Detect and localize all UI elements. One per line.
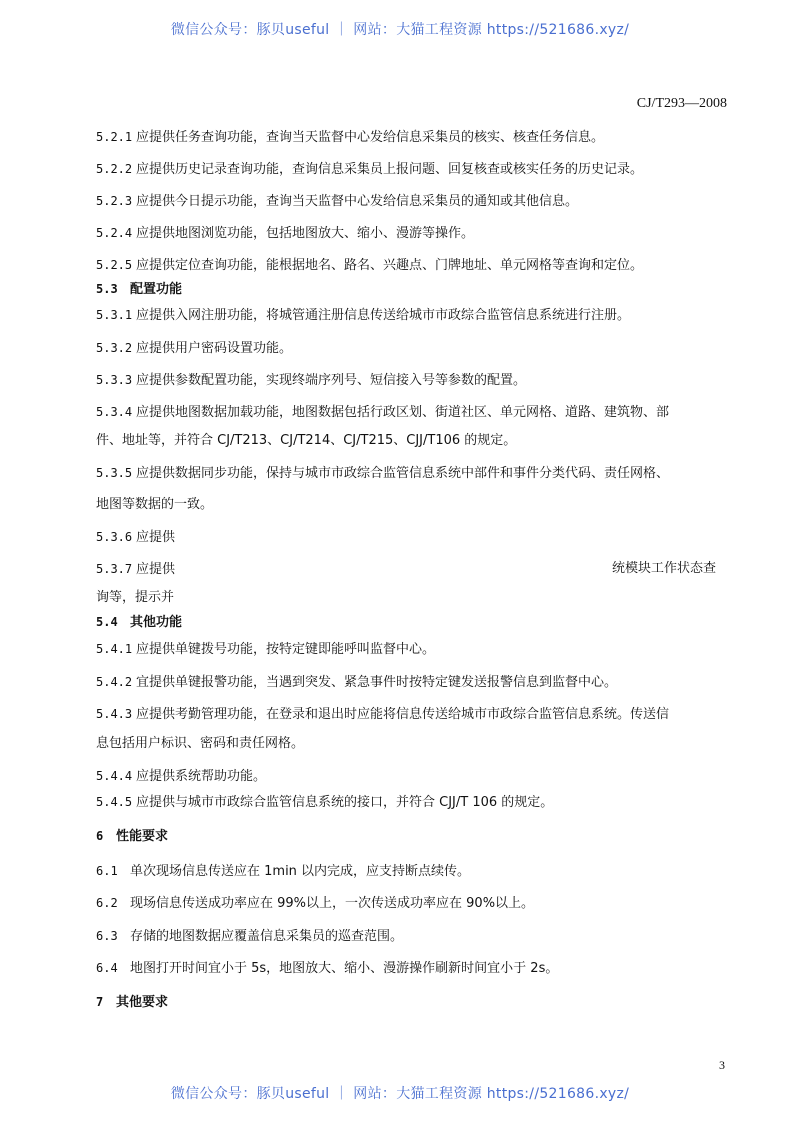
clause-5-3-4 — [96, 403, 726, 422]
clause-5-3-1 — [96, 306, 726, 325]
clause-5-3-7 — [96, 560, 726, 579]
page-number: 3 — [719, 1058, 725, 1072]
section-number: 5.3 — [96, 282, 118, 296]
watermark-top: 微信公众号：豚贝useful ｜ 网站：大猫工程资源 https://521686.xyz/ — [170, 22, 630, 38]
clause-number: 6.1 — [96, 864, 118, 878]
clause-text: 应提供 — [136, 530, 176, 545]
clause-number: 5.2.2 — [96, 162, 133, 176]
clause-5-4-2 — [96, 673, 726, 692]
clause-text: 应提供 — [136, 562, 176, 577]
clause-5-3-2 — [96, 339, 726, 358]
clause-text-continued: 件、地址等，并符合 CJ/T213、CJ/T214、CJ/T215、CJJ/T106 的规定。 — [96, 433, 517, 448]
standard-id: CJ/T293—2008 — [636, 96, 727, 111]
clause-text: 应提供考勤管理功能，在登录和退出时应能将信息传送给城市市政综合监管信息系统。传送信 — [136, 707, 670, 722]
clause-5-4-4 — [96, 767, 726, 786]
clause-5-3-7-continued — [96, 589, 726, 607]
clause-text: 应提供入网注册功能，将城管通注册信息传送给城市市政综合监管信息系统进行注册。 — [136, 308, 631, 323]
section-number: 7 — [96, 995, 104, 1009]
section-number: 5.4 — [96, 615, 118, 629]
clause-number: 5.3.2 — [96, 341, 133, 355]
clause-6-1 — [96, 862, 726, 881]
clause-number: 5.3.6 — [96, 530, 133, 544]
clause-text-continued: 询等，提示并 — [96, 590, 175, 605]
clause-number: 6.2 — [96, 896, 118, 910]
clause-5-2-4 — [96, 224, 726, 243]
clause-text: 应提供用户密码设置功能。 — [136, 341, 293, 356]
clause-text: 单次现场信息传送应在 1min 以内完成，应支持断点续传。 — [130, 864, 471, 879]
clause-5-3-5 — [96, 464, 726, 483]
clause-text-fragment: 统模块工作状态查 — [612, 561, 717, 576]
clause-5-2-3 — [96, 192, 726, 211]
clause-text: 应提供任务查询功能，查询当天监督中心发给信息采集员的核实、核查任务信息。 — [136, 130, 605, 145]
section-7-heading — [96, 993, 726, 1012]
clause-text: 存储的地图数据应覆盖信息采集员的巡查范围。 — [130, 929, 404, 944]
clause-text: 应提供数据同步功能，保持与城市市政综合监管信息系统中部件和事件分类代码、责任网格、 — [136, 466, 670, 481]
clause-number: 5.4.4 — [96, 769, 133, 783]
clause-number: 5.3.3 — [96, 373, 133, 387]
clause-number: 5.4.1 — [96, 642, 133, 656]
watermark-bottom: 微信公众号：豚贝useful ｜ 网站：大猫工程资源 https://521686.xyz/ — [170, 1086, 630, 1102]
clause-5-4-3-continued — [96, 735, 726, 753]
clause-text: 地图打开时间宜小于 5s，地图放大、缩小、漫游操作刷新时间宜小于 2s。 — [130, 961, 559, 976]
clause-text: 应提供历史记录查询功能，查询信息采集员上报问题、回复核查或核实任务的历史记录。 — [136, 162, 644, 177]
clause-5-2-5 — [96, 256, 726, 275]
clause-text: 应提供定位查询功能，能根据地名、路名、兴趣点、门牌地址、单元网格等查询和定位。 — [136, 258, 644, 273]
clause-5-3-6 — [96, 528, 726, 547]
clause-5-2-2 — [96, 160, 726, 179]
clause-text: 应提供地图数据加载功能，地图数据包括行政区划、街道社区、单元网格、道路、建筑物、部 — [136, 405, 670, 420]
section-title: 配置功能 — [130, 282, 183, 297]
clause-text: 应提供系统帮助功能。 — [136, 769, 267, 784]
clause-text: 应提供单键拨号功能，按特定键即能呼叫监督中心。 — [136, 642, 436, 657]
clause-number: 5.2.1 — [96, 130, 133, 144]
clause-text: 应提供与城市市政综合监管信息系统的接口，并符合 CJJ/T 106 的规定。 — [136, 795, 554, 810]
clause-text: 现场信息传送成功率应在 99%以上，一次传送成功率应在 90%以上。 — [130, 896, 535, 911]
clause-number: 5.4.5 — [96, 795, 133, 809]
clause-6-4 — [96, 959, 726, 978]
section-title: 其他功能 — [130, 615, 183, 630]
clause-text-continued: 地图等数据的一致。 — [96, 497, 214, 512]
clause-text-continued: 息包括用户标识、密码和责任网格。 — [96, 736, 305, 751]
clause-6-2 — [96, 894, 726, 913]
clause-number: 5.2.3 — [96, 194, 133, 208]
section-title: 性能要求 — [116, 829, 169, 844]
clause-text: 宜提供单键报警功能，当遇到突发、紧急事件时按特定键发送报警信息到监督中心。 — [136, 675, 618, 690]
clause-5-3-3 — [96, 371, 726, 390]
clause-number: 5.4.3 — [96, 707, 133, 721]
clause-number: 5.3.5 — [96, 466, 133, 480]
section-5-4-heading — [96, 613, 726, 632]
clause-5-4-1 — [96, 640, 726, 659]
clause-6-3 — [96, 927, 726, 946]
clause-text: 应提供参数配置功能，实现终端序列号、短信接入号等参数的配置。 — [136, 373, 527, 388]
clause-number: 5.4.2 — [96, 675, 133, 689]
section-number: 6 — [96, 829, 104, 843]
section-6-heading — [96, 827, 726, 846]
section-5-3-heading — [96, 280, 726, 299]
clause-number: 5.3.1 — [96, 308, 133, 322]
clause-5-4-3 — [96, 705, 726, 724]
clause-5-3-5-continued — [96, 496, 726, 514]
clause-number: 5.2.4 — [96, 226, 133, 240]
clause-5-3-4-continued — [96, 432, 726, 450]
clause-number: 5.2.5 — [96, 258, 133, 272]
clause-5-2-1 — [96, 128, 726, 147]
clause-text: 应提供今日提示功能，查询当天监督中心发给信息采集员的通知或其他信息。 — [136, 194, 579, 209]
clause-number: 5.3.7 — [96, 562, 133, 576]
clause-number: 6.3 — [96, 929, 118, 943]
section-title: 其他要求 — [116, 995, 169, 1010]
clause-5-4-5 — [96, 793, 726, 812]
clause-number: 6.4 — [96, 961, 118, 975]
clause-number: 5.3.4 — [96, 405, 133, 419]
clause-text: 应提供地图浏览功能，包括地图放大、缩小、漫游等操作。 — [136, 226, 475, 241]
